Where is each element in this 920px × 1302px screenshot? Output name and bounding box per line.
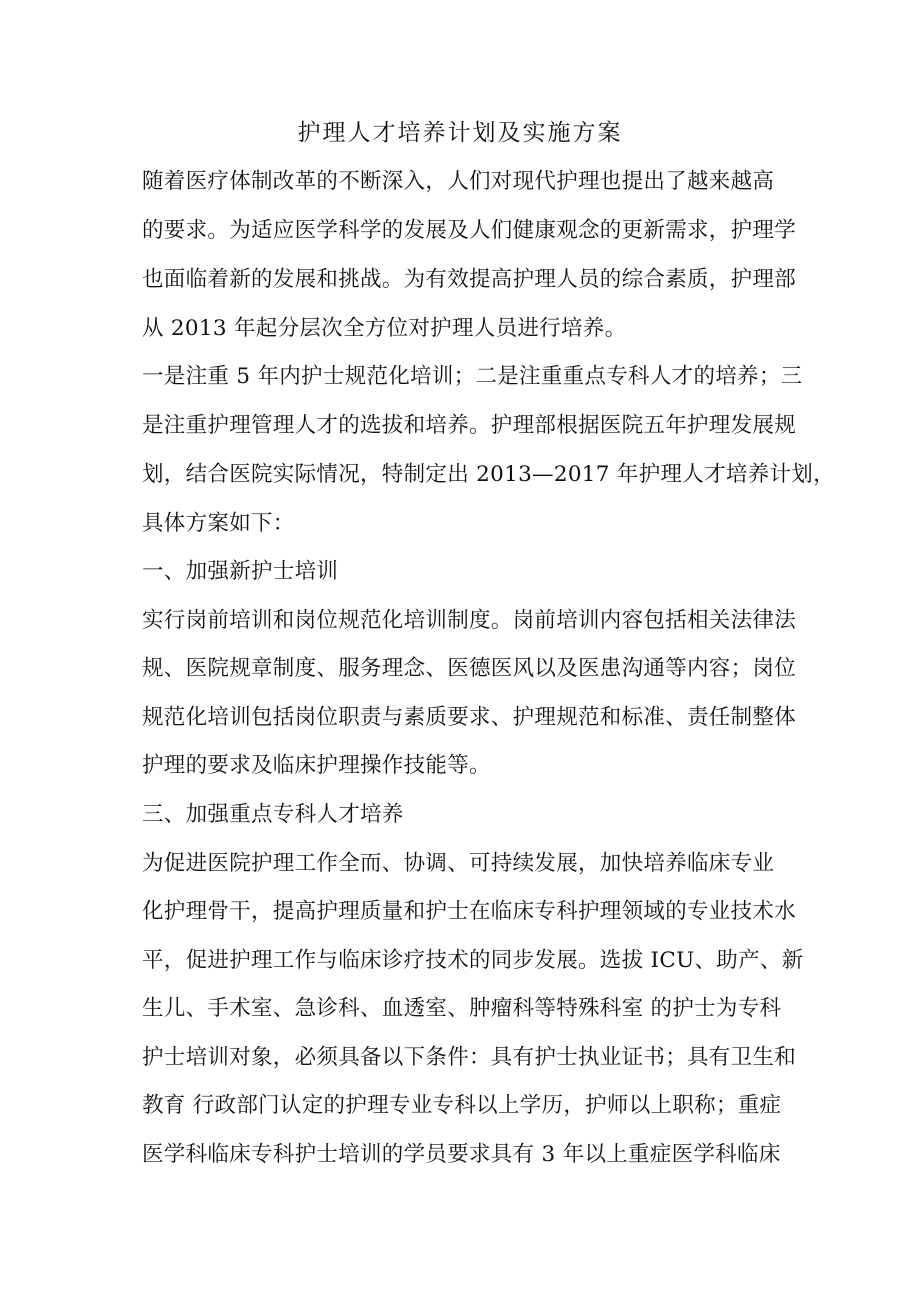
- paragraph-line: 医学科临床专科护士培训的学员要求具有 3 年以上重症医学科临床: [142, 1142, 781, 1167]
- section-heading: 三、加强重点专科人才培养: [142, 802, 404, 827]
- document-title: 护理人才培养计划及实施方案: [297, 120, 623, 146]
- paragraph-line: 护士培训对象，必须具备以下条件：具有护士执业证书；具有卫生和: [142, 1045, 797, 1070]
- paragraph-line: 化护理骨干，提高护理质量和护士在临床专科护理领域的专业技术水: [142, 899, 797, 924]
- paragraph-line: 规范化培训包括岗位职责与素质要求、护理规范和标准、责任制整体: [142, 705, 797, 730]
- paragraph-line: 划，结合医院实际情况，特制定出 2013—2017 年护理人才培养计划，: [142, 462, 835, 487]
- paragraph-line: 实行岗前培训和岗位规范化培训制度。岗前培训内容包括相关法律法: [142, 608, 797, 633]
- paragraph-line: 从 2013 年起分层次全方位对护理人员进行培养。: [142, 316, 627, 341]
- paragraph-line: 随着医疗体制改革的不断深入，人们对现代护理也提出了越来越高: [142, 169, 775, 194]
- paragraph-line: 是注重护理管理人才的选拔和培养。护理部根据医院五年护理发展规: [142, 413, 797, 438]
- paragraph-line: 护理的要求及临床护理操作技能等。: [142, 753, 491, 778]
- paragraph-line: 的要求。为适应医学科学的发展及人们健康观念的更新需求，护理学: [142, 218, 797, 243]
- paragraph-line: 为促进医院护理工作全而、协调、可持续发展，加快培养临床专业: [142, 851, 775, 876]
- paragraph-line: 平，促进护理工作与临床诊疗技术的同步发展。选拔 ICU、助产、新: [142, 948, 804, 973]
- section-heading: 一、加强新护士培训: [142, 559, 339, 584]
- paragraph-line: 也面临着新的发展和挑战。为有效提高护理人员的综合素质，护理部: [142, 267, 797, 292]
- paragraph-line: 生儿、手术室、急诊科、血透室、肿瘤科等特殊科室 的护士为专科: [142, 996, 782, 1021]
- paragraph-line: 具体方案如下：: [142, 511, 295, 536]
- paragraph-line: 规、医院规章制度、服务理念、医德医风以及医患沟通等内容；岗位: [142, 656, 797, 681]
- paragraph-line: 教育 行政部门认定的护理专业专科以上学历，护师以上职称；重症: [142, 1093, 782, 1118]
- paragraph-line: 一是注重 5 年内护士规范化培训；二是注重重点专科人才的培养；三: [142, 364, 803, 389]
